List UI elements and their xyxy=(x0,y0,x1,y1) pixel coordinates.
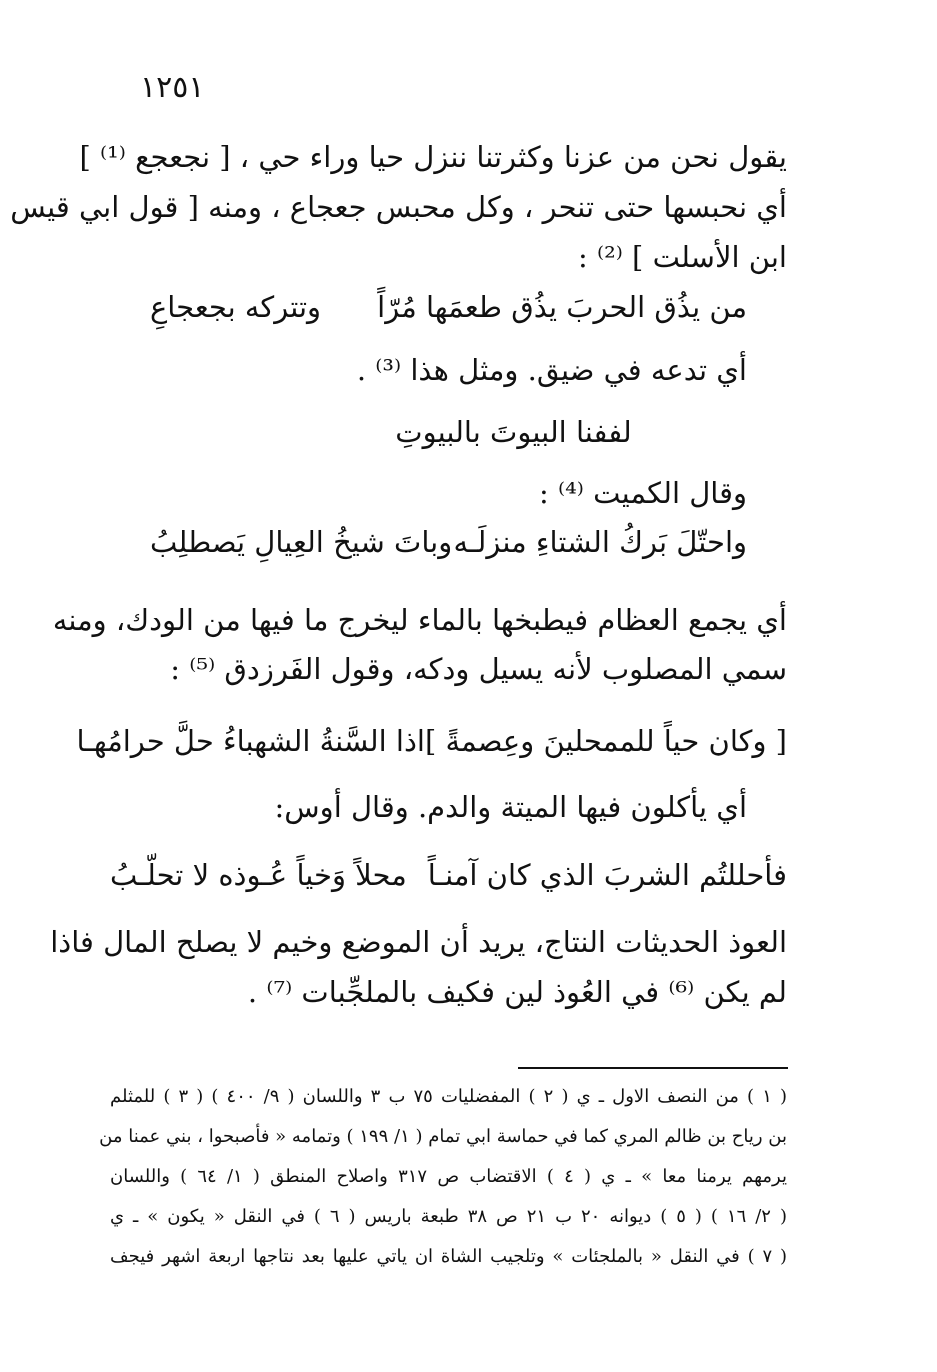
verse-1 xyxy=(150,290,747,325)
footnote-line-5: ( ٧ ) في النقل « بالملجئات » وتلجيب الشاة ان ياتي عليها بعد نتاجها اربعة اشهر فيجف xyxy=(110,1246,787,1267)
verse-2 xyxy=(150,525,747,560)
verse-1-first-hemistich: من يذُق الحربَ يذُق طعمَها مُرّاً xyxy=(377,290,747,324)
verse-1-second-hemistich: وتتركه بجعجاعِ xyxy=(150,290,322,324)
aws-intro: أي يأكلون فيها الميتة والدم. وقال أوس: xyxy=(274,790,747,824)
body-line-1: يقول نحن من عزنا وكثرتنا ننزل حيا وراء حي ، [ نجعجع ⁽¹⁾ ] xyxy=(79,140,787,174)
verse-4-second-hemistich: محلاً وَخياً عُـوذه لا تحلّـبُ xyxy=(110,858,407,892)
footnote-separator xyxy=(518,1067,788,1069)
verse-3-second-hemistich: اذا السَّنةُ الشهباءُ حلَّ حرامُهـا xyxy=(76,724,425,758)
closing-line-1: العوذ الحديثات النتاج، يريد أن الموضع وخيم لا يصلح المال فاذا xyxy=(50,925,787,959)
body-line-3: ابن الأسلت ] ⁽²⁾ : xyxy=(577,240,787,274)
explanation-line-1: أي يجمع العظام فيطبخها بالماء ليخرج ما فيها من الودك، ومنه xyxy=(52,603,787,637)
verse-3-first-hemistich: [ وكان حياً للممحلينَ وعِصمةً ] xyxy=(424,724,787,758)
footnote-line-3: يرمهم يرمنا معا » ـ ي ( ٤ ) الاقتضاب ص ٣١٧ واصلاح المنطق ( ١/ ٦٤ ) واللسان xyxy=(110,1166,787,1187)
kumait-intro: وقال الكميت ⁽⁴⁾ : xyxy=(539,476,747,510)
line-after-verse-1: أي تدعه في ضيق. ومثل هذا ⁽³⁾ . xyxy=(356,353,747,387)
footnote-line-4: ( ٢/ ١٦ ) ( ٥ ) ديوانه ٢٠ ب ٢١ ص ٣٨ طبعة باريس ( ٦ ) في النقل « يكون » ـ ي xyxy=(110,1206,787,1227)
verse-4 xyxy=(110,858,787,893)
footnote-line-1: ( ١ ) من النصف الاول ـ ي ( ٢ ) المفضليات ٧٥ ب ٣ واللسان ( ٩/ ٤٠٠ ) ( ٣ ) للمثلم xyxy=(110,1086,787,1107)
verse-3 xyxy=(76,724,787,759)
verse-fragment: لففنا البيوتَ بالبيوتِ xyxy=(395,415,632,449)
verse-4-first-hemistich: فأحللتُم الشربَ الذي كان آمنـاً xyxy=(427,858,787,892)
page-number: ١٢٥١ xyxy=(140,70,205,105)
verse-2-first-hemistich: واحتّلَ بَركُ الشتاءِ منزلَـه xyxy=(453,525,747,559)
footnote-line-2: بن رياح بن ظالم المري كما في حماسة ابي تمام ( ١/ ١٩٩ ) وتمامه « فأصبحوا ، بني عمنا من xyxy=(99,1126,787,1147)
body-line-2: أي نحبسها حتى تنحر ، وكل محبس جعجاع ، ومنه [ قول ابي قيس xyxy=(10,190,787,224)
closing-line-2: لم يكن ⁽⁶⁾ في العُوذ لين فكيف بالملجِّبات ⁽⁷⁾ . xyxy=(247,975,787,1009)
verse-2-second-hemistich: وباتَ شيخُ العِيالِ يَصطلِبُ xyxy=(150,525,453,559)
explanation-line-2: سمي المصلوب لأنه يسيل ودكه، وقول الفَرزدق ⁽⁵⁾ : xyxy=(170,652,787,686)
